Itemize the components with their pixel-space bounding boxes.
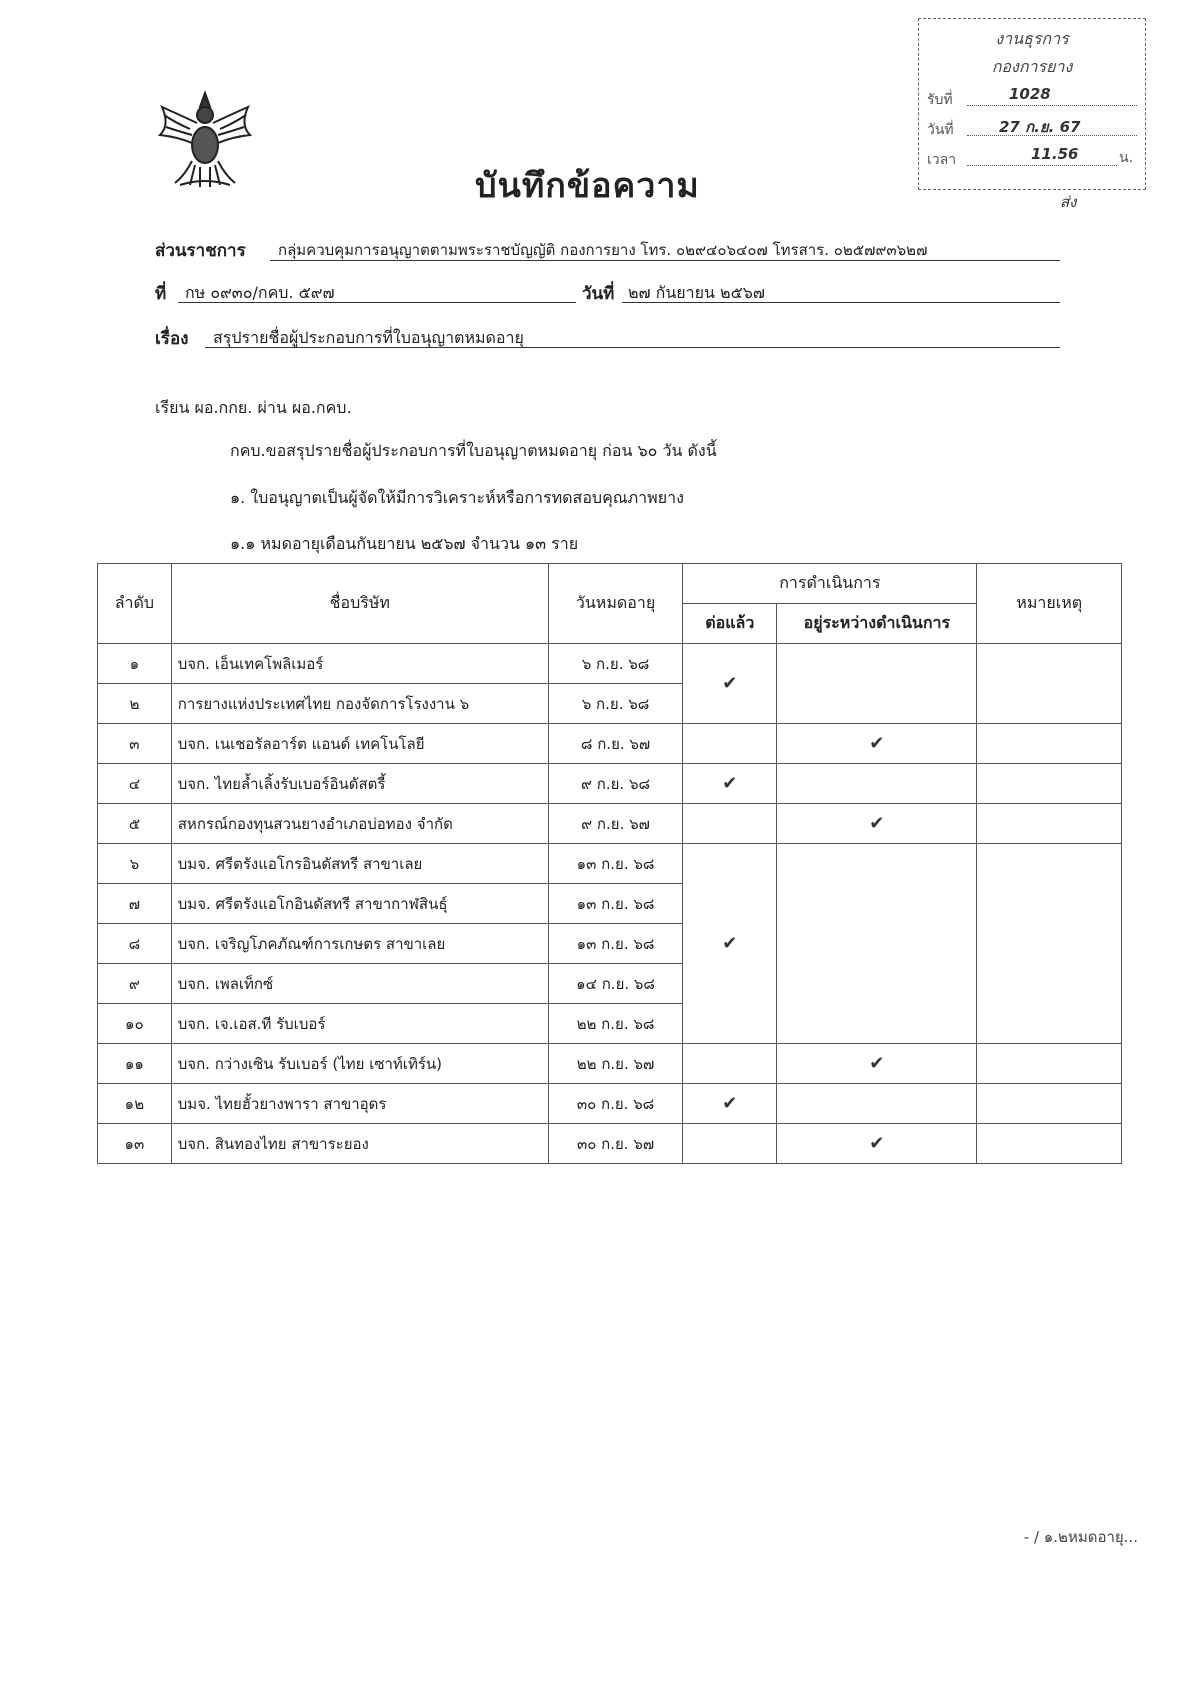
cell-expiry: ๒๒ ก.ย. ๖๘: [548, 1004, 682, 1044]
cell-company: บจก. เจ.เอส.ที รับเบอร์: [171, 1004, 548, 1044]
handwritten-note: ส่ง: [1060, 193, 1077, 211]
license-expiry-table: [97, 563, 1122, 1164]
cell-no: ๙: [98, 964, 172, 1004]
date-label: วันที่: [582, 284, 615, 304]
check-renewed: ✔: [683, 644, 777, 724]
cell-remark: [977, 1044, 1122, 1084]
check-in-progress: ✔: [777, 1124, 977, 1164]
agency-value: กลุ่มควบคุมการอนุญาตตามพระราชบัญญัติ กองการยาง โทร. ๐๒๙๔๐๖๔๐๗ โทรสาร. ๐๒๕๗๙๓๖๒๗: [278, 241, 928, 259]
check-in-progress: ✔: [777, 1044, 977, 1084]
cell-company: บจก. ไทยล้ำเลิ้งรับเบอร์อินดัสตรี้: [171, 764, 548, 804]
cell-expiry: ๖ ก.ย. ๖๘: [548, 684, 682, 724]
cell-company: บจก. สินทองไทย สาขาระยอง: [171, 1124, 548, 1164]
continuation-footer: - / ๑.๒หมดอายุ...: [1023, 1528, 1138, 1546]
col-header-no: ลำดับ: [98, 564, 172, 644]
col-header-action: การดำเนินการ: [683, 564, 977, 604]
col-header-in-progress: อยู่ระหว่างดำเนินการ: [777, 604, 977, 644]
cell-no: ๕: [98, 804, 172, 844]
cell-company: บมจ. ไทยฮั้วยางพารา สาขาอุดร: [171, 1084, 548, 1124]
subject-value: สรุปรายชื่อผู้ประกอบการที่ใบอนุญาตหมดอายุ: [213, 328, 524, 347]
cell-remark: [977, 1084, 1122, 1124]
agency-label: ส่วนราชการ: [155, 241, 246, 261]
cell-no: ๓: [98, 724, 172, 764]
cell-remark: [977, 844, 1122, 1044]
cell-expiry: ๖ ก.ย. ๖๘: [548, 644, 682, 684]
table-row: [98, 1124, 1122, 1164]
date-value: ๒๗ กันยายน ๒๕๖๗: [628, 283, 765, 302]
cell-renewed: [683, 804, 777, 844]
cell-expiry: ๙ ก.ย. ๖๗: [548, 804, 682, 844]
garuda-emblem-icon: [150, 85, 260, 195]
cell-no: ๖: [98, 844, 172, 884]
cell-company: บจก. เอ็นเทคโพลิเมอร์: [171, 644, 548, 684]
col-header-company: ชื่อบริษัท: [171, 564, 548, 644]
cell-remark: [977, 724, 1122, 764]
cell-expiry: ๑๓ ก.ย. ๖๘: [548, 924, 682, 964]
cell-remark: [977, 644, 1122, 724]
cell-in-progress: [777, 644, 977, 724]
receipt-stamp: [918, 18, 1146, 190]
cell-expiry: ๑๔ ก.ย. ๖๘: [548, 964, 682, 1004]
cell-renewed: [683, 1044, 777, 1084]
check-renewed: ✔: [683, 844, 777, 1044]
check-renewed: ✔: [683, 1084, 777, 1124]
cell-no: ๑๓: [98, 1124, 172, 1164]
cell-no: ๗: [98, 884, 172, 924]
table-row: [98, 804, 1122, 844]
table-row: [98, 644, 1122, 684]
check-renewed: ✔: [683, 764, 777, 804]
stamp-time-label: เวลา: [927, 152, 957, 168]
cell-company: การยางแห่งประเทศไทย กองจัดการโรงงาน ๖: [171, 684, 548, 724]
subject-label: เรื่อง: [155, 329, 189, 349]
cell-expiry: ๑๓ ก.ย. ๖๘: [548, 884, 682, 924]
cell-company: บจก. เนเชอรัลอาร์ต แอนด์ เทคโนโลยี: [171, 724, 548, 764]
cell-expiry: ๘ ก.ย. ๖๗: [548, 724, 682, 764]
cell-expiry: ๓๐ ก.ย. ๖๘: [548, 1084, 682, 1124]
cell-no: ๘: [98, 924, 172, 964]
cell-expiry: ๙ ก.ย. ๖๘: [548, 764, 682, 804]
salutation: เรียน ผอ.กกย. ผ่าน ผอ.กคบ.: [155, 398, 352, 417]
cell-company: สหกรณ์กองทุนสวนยางอำเภอบ่อทอง จำกัด: [171, 804, 548, 844]
col-header-expiry: วันหมดอายุ: [548, 564, 682, 644]
cell-company: บมจ. ศรีตรังแอโกอินดัสทรี สาขากาฬสินธุ์: [171, 884, 548, 924]
stamp-time-value: 11.56: [1031, 145, 1079, 163]
cell-no: ๔: [98, 764, 172, 804]
cell-no: ๑: [98, 644, 172, 684]
stamp-date-value: 27 ก.ย. 67: [999, 118, 1081, 136]
ref-label: ที่: [155, 284, 167, 304]
stamp-line2: กองการยาง: [991, 57, 1073, 76]
table-row: [98, 1044, 1122, 1084]
stamp-no-value: 1028: [1009, 85, 1051, 103]
cell-renewed: [683, 724, 777, 764]
cell-no: ๒: [98, 684, 172, 724]
table-row: [98, 764, 1122, 804]
cell-no: ๑๑: [98, 1044, 172, 1084]
stamp-no-label: รับที่: [927, 92, 953, 108]
item-1: ๑. ใบอนุญาตเป็นผู้จัดให้มีการวิเคราะห์หรือการทดสอบคุณภาพยาง: [230, 488, 684, 507]
col-header-renewed: ต่อแล้ว: [683, 604, 777, 644]
cell-expiry: ๓๐ ก.ย. ๖๗: [548, 1124, 682, 1164]
stamp-line1: งานธุรการ: [995, 29, 1069, 48]
cell-no: ๑๒: [98, 1084, 172, 1124]
item-1-1: ๑.๑ หมดอายุเดือนกันยายน ๒๕๖๗ จำนวน ๑๓ ราย: [230, 534, 579, 553]
stamp-suffix: น.: [1119, 150, 1134, 166]
col-header-remark: หมายเหตุ: [977, 564, 1122, 644]
table-row: [98, 1084, 1122, 1124]
check-in-progress: ✔: [777, 804, 977, 844]
cell-remark: [977, 764, 1122, 804]
cell-company: บจก. เพลเท็กซ์: [171, 964, 548, 1004]
cell-company: บมจ. ศรีตรังแอโกรอินดัสทรี สาขาเลย: [171, 844, 548, 884]
cell-expiry: ๒๒ ก.ย. ๖๗: [548, 1044, 682, 1084]
cell-company: บจก. กว่างเซิน รับเบอร์ (ไทย เซาท์เทิร์น): [171, 1044, 548, 1084]
cell-no: ๑๐: [98, 1004, 172, 1044]
cell-remark: [977, 804, 1122, 844]
check-in-progress: ✔: [777, 724, 977, 764]
cell-expiry: ๑๓ ก.ย. ๖๘: [548, 844, 682, 884]
memo-title: บันทึกข้อความ: [475, 166, 700, 206]
cell-in-progress: [777, 764, 977, 804]
cell-remark: [977, 1124, 1122, 1164]
stamp-date-label: วันที่: [927, 122, 954, 138]
table-row: [98, 724, 1122, 764]
cell-in-progress: [777, 1084, 977, 1124]
ref-value: กษ ๐๙๓๐/กคบ. ๕๙๗: [185, 283, 335, 302]
table-row: [98, 844, 1122, 884]
cell-in-progress: [777, 844, 977, 1044]
cell-renewed: [683, 1124, 777, 1164]
intro-paragraph: กคบ.ขอสรุปรายชื่อผู้ประกอบการที่ใบอนุญาตหมดอายุ ก่อน ๖๐ วัน ดังนี้: [230, 441, 717, 460]
cell-company: บจก. เจริญโภคภัณฑ์การเกษตร สาขาเลย: [171, 924, 548, 964]
